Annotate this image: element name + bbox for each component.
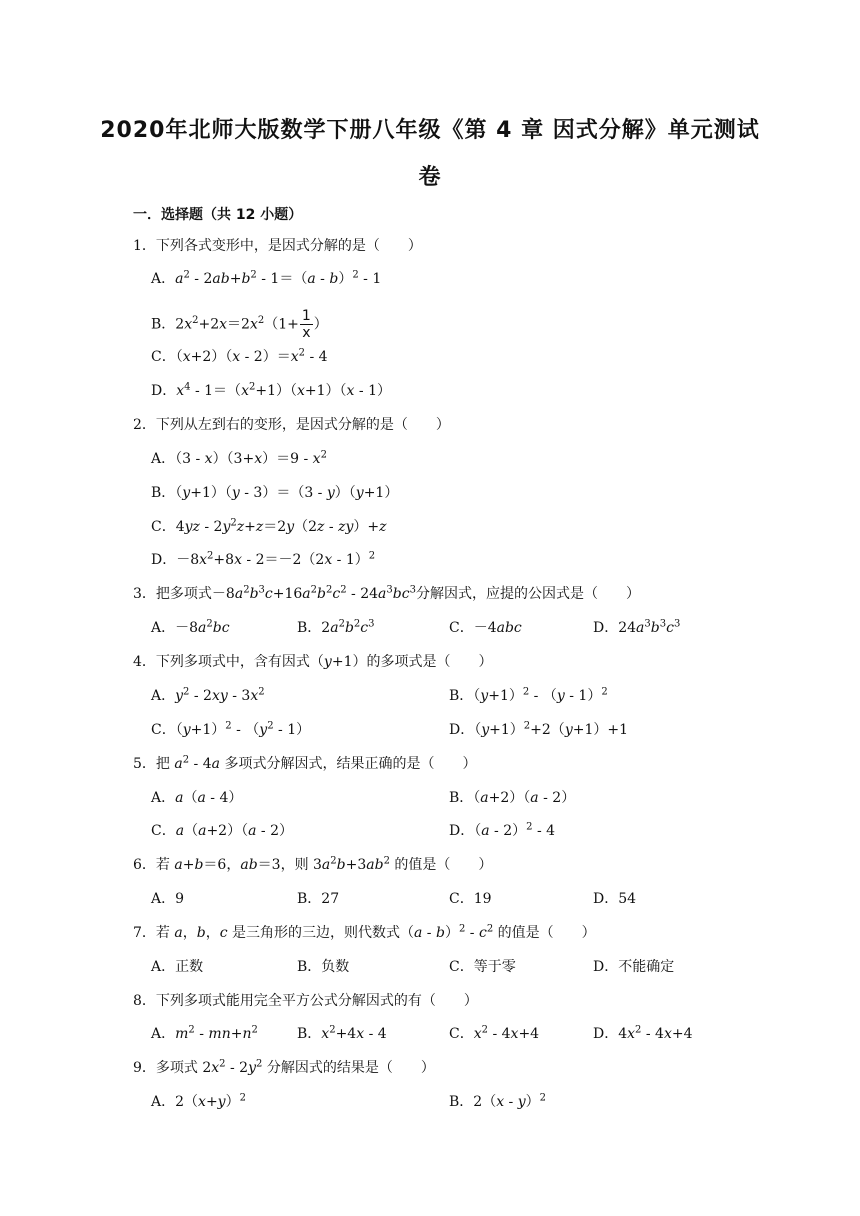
question-6-option-a: A．9 [151,891,185,907]
question-5-option-c: C．a（a+2）（a - 2） [151,823,293,839]
question-2-option-b: B．（y+1）（y - 3）＝（3 - y）（y+1） [151,485,399,501]
section-heading: 一．选择题（共 12 小题） [133,207,303,223]
question-5-option-b: B．（a+2）（a - 2） [449,790,576,806]
fraction-one-over-x: $\frac{1}{x}$ [301,308,311,341]
question-1-option-d: D．$x^4 - 1=(x^2+1)(x+1)(x - 1)$ [151,381,391,399]
question-8-option-d: D．$4x^2 - 4x+4$ [593,1024,693,1042]
question-4-option-d: D．$(y+1)^2+2(y+1)+1$ [449,720,629,738]
question-8-option-c: C．$x^2 - 4x+4$ [449,1024,540,1042]
question-3-option-d: D．$24a^3b^3c^3$ [593,618,681,636]
question-7-option-a: A．正数 [151,959,204,975]
question-4-option-c: C．$(y+1)^2 - (y^2 - 1)$ [151,720,311,738]
question-2-option-c: C．$4yz - 2y^2z+z=2y(2z - zy)+z$ [151,517,387,535]
question-4-option-a: A．$y^2 - 2xy - 3x^2$ [151,686,265,704]
question-7-option-d: D．不能确定 [593,959,675,975]
question-4-stem: 4．下列多项式中，含有因式（y+1）的多项式是（ ） [133,654,493,670]
question-7-stem: 7．若 a，b，c 是三角形的三边，则代数式$(a - b)^2 - c^2$ 的值是（ ） [133,923,596,941]
question-6-stem: 6．若 a+b＝6，ab＝3，则 $3a^2b+3ab^2$ 的值是（ ） [133,855,493,873]
question-2-stem: 2．下列从左到右的变形，是因式分解的是（ ） [133,417,450,433]
question-3-option-c: C．－4abc [449,620,522,636]
question-3-option-a: A．$-8a^2bc$ [151,618,230,636]
question-1-option-c: C．$(x+2)(x - 2)=x^2 - 4$ [151,347,328,365]
question-9-option-b: B．2（x - y）$^2$ [449,1092,547,1110]
question-8-option-b: B．$x^2+4x - 4$ [297,1024,387,1042]
question-8-stem: 8．下列多项式能用完全平方公式分解因式的有（ ） [133,993,478,1009]
question-6-option-d: D．54 [593,891,637,907]
document-title-line1: 2020年北师大版数学下册八年级《第 4 章 因式分解》单元测试 [100,118,760,143]
question-5-option-a: A．a（a - 4） [151,790,243,806]
question-5-stem: 5．把 $a^2 - 4a$ 多项式分解因式，结果正确的是（ ） [133,754,477,772]
question-4-option-b: B．$(y+1)^2 - (y - 1)^2$ [449,686,608,704]
question-1-option-a: A．$a^2 - 2ab+b^2 - 1=(a - b)^2 - 1$ [151,269,382,287]
document-title-line2: 卷 [418,165,442,190]
question-2-option-d: D．$-8x^2+8x - 2=-2(2x - 1)^2$ [151,550,376,568]
question-7-option-c: C．等于零 [449,959,516,975]
question-6-option-c: C．19 [449,891,492,907]
question-1-stem: 1．下列各式变形中，是因式分解的是（ ） [133,238,422,254]
question-2-option-a: A．$(3 - x)(3+x)=9 - x^2$ [151,449,327,467]
question-9-option-a: A．$2(x+y)^2$ [151,1092,246,1110]
question-1-option-b: B．$2x^2+2x=2x^2(1+$ $\frac{1}{x}$ ） [151,308,328,341]
question-8-option-a: A．$m^2 - mn+n^2$ [151,1024,258,1042]
question-3-stem: 3．把多项式$-8a^2b^3c+16a^2b^2c^2 - 24a^3bc^3$分解因式，应提的公因式是（ ） [133,584,640,602]
question-7-option-b: B．负数 [297,959,350,975]
question-3-option-b: B．$2a^2b^2c^3$ [297,618,375,636]
question-9-stem: 9．多项式 $2x^2 - 2y^2$ 分解因式的结果是（ ） [133,1058,435,1076]
question-6-option-b: B．27 [297,891,340,907]
question-5-option-d: D．（a - 2）$^2$ - 4 [449,821,556,839]
